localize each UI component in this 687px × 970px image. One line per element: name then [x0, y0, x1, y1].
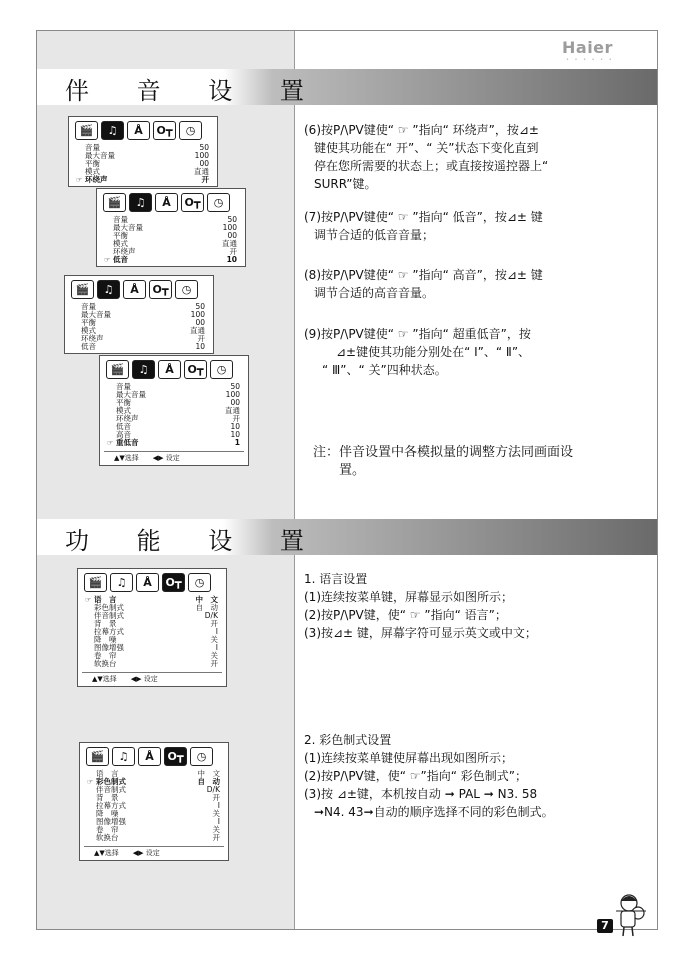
key-icon: O┳ — [181, 193, 204, 212]
antenna-icon: Å — [138, 747, 161, 766]
menu-row-label: 音量 — [116, 382, 131, 391]
footer-set-hint: ◀▶ 设定 — [132, 849, 160, 857]
menu-row-value: 开 — [212, 793, 220, 802]
text-line: SURR”键。 — [314, 177, 377, 191]
function-color-system-setting — [304, 731, 554, 821]
menu-icon-bar — [78, 569, 226, 594]
osd-menu-function-2 — [79, 742, 229, 861]
sound-icon: ♫ — [110, 573, 133, 592]
clock-icon: ◷ — [190, 747, 213, 766]
clock-icon: ◷ — [188, 573, 211, 592]
logo-dots: • • • • • • — [566, 57, 614, 63]
key-icon: O┳ — [153, 121, 176, 140]
menu-footer — [84, 846, 224, 860]
menu-row-value: I — [217, 801, 220, 810]
menu-row-label: 卷 帘 — [96, 825, 119, 834]
text-line: (3)按 ⊿±键，本机按自动 ➞ PAL ➞ N3. 58 — [304, 787, 538, 801]
key-icon: O┳ — [184, 360, 207, 379]
key-icon: O┳ — [162, 573, 185, 592]
function-language-setting — [304, 570, 537, 642]
menu-icon-bar — [97, 189, 245, 214]
text-line: (3)按⊿± 键，屏幕字符可显示英文或中文； — [304, 626, 537, 640]
menu-row-label: 平衡 — [81, 318, 96, 327]
menu-row-label: 彩色制式 — [96, 777, 126, 786]
menu-row-value: D/K — [204, 611, 218, 620]
menu-row-label: 图像增强 — [96, 817, 126, 826]
menu-row-label: 平衡 — [113, 231, 128, 240]
menu-row-value: 100 — [225, 390, 240, 399]
menu-row-value: 开 — [210, 619, 218, 628]
menu-row-value: 50 — [199, 143, 209, 152]
menu-row — [107, 438, 240, 447]
key-icon: O┳ — [164, 747, 187, 766]
menu-icon-bar — [69, 117, 217, 142]
text-line: (9)按P/\PV键使“ ☞ ”指向“ 超重低音”，按 — [304, 327, 531, 341]
menu-row-label: 降 噪 — [96, 809, 119, 818]
text-line: 调节合适的高音音量。 — [314, 286, 435, 300]
menu-row-label: 模式 — [116, 406, 131, 415]
menu-row-label: 低音 — [113, 255, 128, 264]
text-line: 注：伴音设置中各模拟量的调整方法同画面设 — [313, 445, 574, 460]
menu-row-label: 模式 — [81, 326, 96, 335]
menu-row-label: 最大音量 — [113, 223, 143, 232]
text-line: (6)按P/\PV键使“ ☞ ”指向“ 环绕声”，按⊿± — [304, 123, 539, 137]
menu-row-value: 直通 — [222, 239, 237, 248]
footer-select-hint: ▲▼选择 — [92, 675, 117, 683]
menu-row-value: 00 — [199, 159, 209, 168]
menu-row — [81, 335, 205, 343]
menu-row-label: 背 景 — [94, 619, 117, 628]
menu-row-label: 重低音 — [116, 438, 139, 447]
menu-row-label: 最大音量 — [81, 310, 111, 319]
menu-row — [113, 224, 237, 232]
menu-row-label: 伴音制式 — [94, 611, 124, 620]
text-line: ➞N4. 43➞自动的顺序选择不同的彩色制式。 — [314, 805, 554, 819]
menu-row-value: 1 — [234, 438, 240, 447]
picture-icon: 🎬 — [84, 573, 107, 592]
menu-row — [116, 415, 240, 423]
menu-row-label: 拉幕方式 — [96, 801, 126, 810]
menu-row — [85, 160, 209, 168]
menu-row-value: D/K — [206, 785, 220, 794]
menu-row-label: 拉幕方式 — [94, 627, 124, 636]
menu-row-label: 模式 — [113, 239, 128, 248]
picture-icon: 🎬 — [86, 747, 109, 766]
menu-row-value: 直通 — [194, 167, 209, 176]
osd-menu-audio-4 — [99, 355, 249, 466]
key-icon: O┳ — [149, 280, 172, 299]
menu-row-value: 50 — [195, 302, 205, 311]
menu-row-value: 关 — [210, 635, 218, 644]
menu-row-value: 100 — [222, 223, 237, 232]
menu-row-label: 最大音量 — [85, 151, 115, 160]
antenna-icon: Å — [123, 280, 146, 299]
audio-step-6 — [304, 121, 548, 193]
menu-row-label: 彩色制式 — [94, 603, 124, 612]
menu-row — [94, 660, 218, 668]
menu-row — [116, 423, 240, 431]
menu-row-value: 10 — [230, 422, 240, 431]
menu-row-value: 50 — [230, 382, 240, 391]
text-line: ⊿±键使其功能分别处在“ Ⅰ”、“ Ⅱ”、 — [336, 345, 531, 359]
menu-row-value: 10 — [230, 430, 240, 439]
text-line: 停在您所需要的状态上；或直接按遥控器上“ — [314, 159, 549, 173]
footer-select-hint: ▲▼选择 — [94, 849, 119, 857]
menu-row-value: 00 — [230, 398, 240, 407]
sound-icon: ♫ — [132, 360, 155, 379]
menu-row — [81, 311, 205, 319]
menu-row-label: 平衡 — [85, 159, 100, 168]
menu-row-value: 00 — [195, 318, 205, 327]
text-line: (1)连续按菜单键，屏幕显示如图所示； — [304, 590, 513, 604]
menu-row-value: 关 — [212, 809, 220, 818]
menu-row-value: 中 文 — [197, 769, 220, 778]
footer-set-hint: ◀▶ 设定 — [130, 675, 158, 683]
osd-menu-function-1 — [77, 568, 227, 687]
menu-row-value: 直通 — [225, 406, 240, 415]
menu-row-value: 开 — [201, 175, 209, 184]
antenna-icon: Å — [127, 121, 150, 140]
menu-row-label: 最大音量 — [116, 390, 146, 399]
menu-row-label: 背 景 — [96, 793, 119, 802]
clock-icon: ◷ — [210, 360, 233, 379]
menu-row-value: 开 — [229, 247, 237, 256]
pointer-hand-icon: ☞ — [76, 176, 83, 184]
section-header-audio — [37, 69, 657, 105]
clock-icon: ◷ — [175, 280, 198, 299]
menu-footer — [104, 451, 244, 465]
menu-row-label: 平衡 — [116, 398, 131, 407]
sound-icon: ♫ — [97, 280, 120, 299]
menu-row-label: 低音 — [81, 342, 96, 351]
menu-row-value: 50 — [227, 215, 237, 224]
picture-icon: 🎬 — [75, 121, 98, 140]
antenna-icon: Å — [158, 360, 181, 379]
picture-icon: 🎬 — [106, 360, 129, 379]
menu-row-value: 开 — [212, 833, 220, 842]
menu-icon-bar — [100, 356, 248, 381]
footer-set-hint: ◀▶ 设定 — [152, 454, 180, 462]
menu-row-value: 关 — [210, 651, 218, 660]
text-line: (8)按P/\PV键使“ ☞ ”指向“ 高音”，按⊿± 键 — [304, 268, 543, 282]
menu-row-value: 10 — [226, 255, 237, 264]
sound-icon: ♫ — [101, 121, 124, 140]
menu-row-label: 软换台 — [94, 659, 117, 668]
menu-row-label: 软换台 — [96, 833, 119, 842]
clock-icon: ◷ — [207, 193, 230, 212]
menu-row — [81, 319, 205, 327]
menu-row — [113, 232, 237, 240]
menu-row-value: I — [215, 643, 218, 652]
menu-row-value: 100 — [194, 151, 209, 160]
menu-row-label: 环绕声 — [81, 334, 104, 343]
menu-row-value: 10 — [195, 342, 205, 351]
picture-icon: 🎬 — [71, 280, 94, 299]
menu-row-value: I — [215, 627, 218, 636]
menu-row-label: 环绕声 — [116, 414, 139, 423]
menu-row — [116, 399, 240, 407]
section-title: 功 能 设 置 — [65, 527, 324, 555]
osd-menu-audio-1 — [68, 116, 218, 187]
page-number: 7 — [597, 919, 613, 933]
osd-menu-audio-2 — [96, 188, 246, 267]
menu-row-label: 伴音制式 — [96, 785, 126, 794]
text-line: “ Ⅲ”、“ 关”四种状态。 — [322, 363, 447, 377]
menu-row-label: 音量 — [81, 302, 96, 311]
audio-step-7 — [304, 208, 543, 244]
audio-note — [313, 444, 573, 480]
antenna-icon: Å — [136, 573, 159, 592]
menu-row-value: 开 — [210, 659, 218, 668]
picture-icon: 🎬 — [103, 193, 126, 212]
menu-row-value: 关 — [212, 825, 220, 834]
text-line: 1. 语言设置 — [304, 572, 368, 586]
menu-row-value: 00 — [227, 231, 237, 240]
footer-select-hint: ▲▼选择 — [114, 454, 139, 462]
menu-row-value: I — [217, 817, 220, 826]
text-line: 调节合适的低音音量； — [314, 228, 435, 242]
menu-row — [96, 834, 220, 842]
menu-row-value: 中 文 — [195, 595, 218, 604]
clock-icon: ◷ — [179, 121, 202, 140]
menu-row — [81, 343, 205, 351]
menu-row-value: 开 — [197, 334, 205, 343]
sound-icon: ♫ — [112, 747, 135, 766]
menu-footer — [82, 672, 222, 686]
menu-row-label: 降 噪 — [94, 635, 117, 644]
menu-icon-bar — [65, 276, 213, 301]
pointer-hand-icon: ☞ — [85, 596, 92, 604]
sound-icon: ♫ — [129, 193, 152, 212]
menu-row-label: 环绕声 — [113, 247, 136, 256]
menu-row — [116, 391, 240, 399]
menu-row-label: 低音 — [116, 422, 131, 431]
pointer-hand-icon: ☞ — [104, 256, 111, 264]
menu-row-label: 高音 — [116, 430, 131, 439]
menu-icon-bar — [80, 743, 228, 768]
section-title: 伴 音 设 置 — [65, 77, 324, 105]
menu-row-value: 自 动 — [197, 777, 220, 786]
text-line: (7)按P/\PV键使“ ☞ ”指向“ 低音”，按⊿± 键 — [304, 210, 543, 224]
menu-row-label: 模式 — [85, 167, 100, 176]
menu-row — [76, 175, 209, 184]
menu-row — [113, 248, 237, 256]
pointer-hand-icon: ☞ — [87, 778, 94, 786]
text-line: (2)按P/\PV键，使“ ☞ ”指向“ 语言”； — [304, 608, 507, 622]
text-line: 置。 — [339, 463, 366, 478]
text-line: (1)连续按菜单键使屏幕出现如图所示； — [304, 751, 513, 765]
osd-menu-audio-3 — [64, 275, 214, 354]
menu-row-label: 环绕声 — [85, 175, 108, 184]
pointer-hand-icon: ☞ — [107, 439, 114, 447]
section-header-function — [37, 519, 657, 555]
text-line: 2. 彩色制式设置 — [304, 733, 392, 747]
menu-row-value: 自 动 — [195, 603, 218, 612]
brand-logo: Haier — [562, 38, 613, 57]
column-divider — [294, 31, 295, 929]
audio-step-8 — [304, 266, 543, 302]
menu-row-label: 音量 — [113, 215, 128, 224]
menu-row-label: 卷 帘 — [94, 651, 117, 660]
audio-step-9 — [304, 325, 531, 379]
menu-row-value: 100 — [190, 310, 205, 319]
menu-row-label: 音量 — [85, 143, 100, 152]
menu-row-value: 直通 — [190, 326, 205, 335]
text-line: 键使其功能在“ 开”、“ 关”状态下变化直到 — [314, 141, 539, 155]
menu-row-label: 语 言 — [94, 595, 117, 604]
menu-row — [104, 255, 237, 264]
menu-row — [85, 152, 209, 160]
text-line: (2)按P/\PV键，使“ ☞”指向“ 彩色制式”； — [304, 769, 528, 783]
antenna-icon: Å — [155, 193, 178, 212]
menu-row-value: 开 — [232, 414, 240, 423]
menu-row-label: 图像增强 — [94, 643, 124, 652]
menu-row-label: 语 言 — [96, 769, 119, 778]
